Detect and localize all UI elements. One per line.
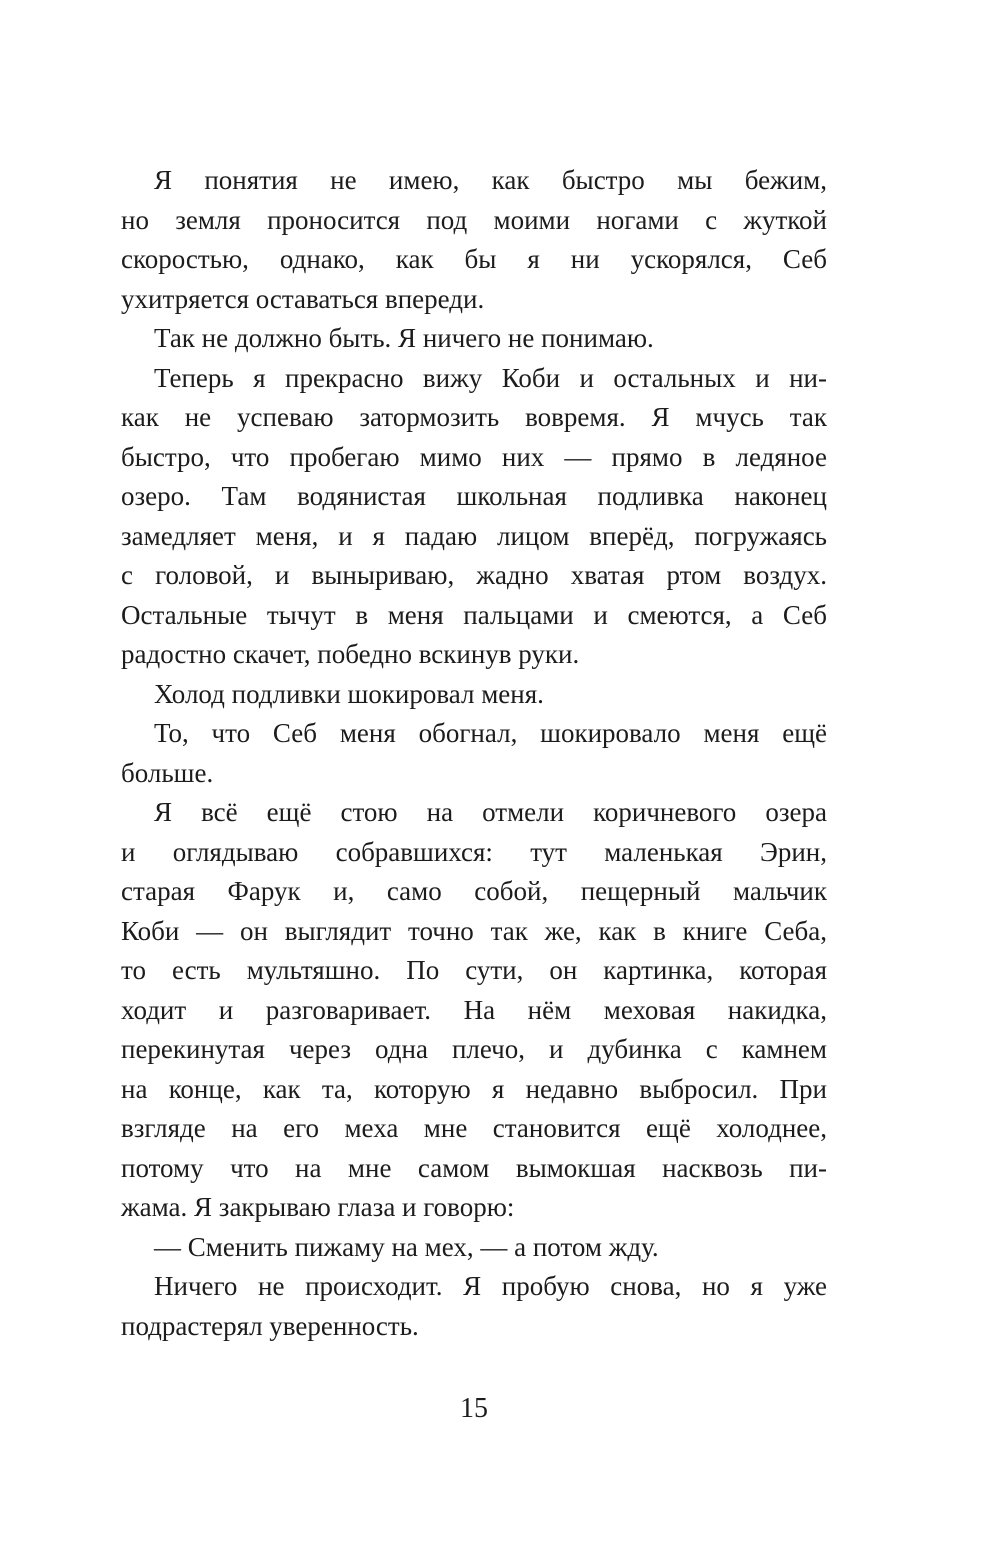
page-text (121, 161, 827, 1346)
text-line: замедляет меня, и я падаю лицом вперёд, погружаясь (121, 520, 827, 551)
text-line: взгляде на его меха мне становится ещё холоднее, (121, 1113, 827, 1143)
text-line: перекинутая через одна плечо, и дубинка с камнем (121, 1034, 827, 1064)
text-line: больше. (121, 757, 214, 788)
text-line: ходит и разговаривает. На нём меховая накидка, (121, 994, 827, 1025)
text-line: старая Фарук и, само собой, пещерный мальчик (121, 876, 827, 906)
text-line: — Сменить пижаму на мех, — а потом жду. (154, 1231, 659, 1262)
text-line: на конце, как та, которую я недавно выбросил. При (121, 1073, 827, 1104)
text-line: быстро, что пробегаю мимо них — прямо в ледяное (121, 441, 827, 472)
text-line: потому что на мне самом вымокшая насквозь пи- (121, 1152, 827, 1183)
text-line: Теперь я прекрасно вижу Коби и остальных и ни- (154, 362, 827, 393)
text-line: То, что Себ меня обогнал, шокировало меня ещё (154, 718, 827, 748)
text-line: Остальные тычут в меня пальцами и смеются, а Себ (121, 599, 827, 630)
text-line: как не успеваю затормозить вовремя. Я мчусь так (121, 402, 827, 432)
text-line: ухитряется оставаться впереди. (121, 283, 485, 314)
text-line: Коби — он выглядит точно так же, как в книге Себа, (121, 915, 827, 946)
text-line: скоростью, однако, как бы я ни ускорялся, Себ (121, 244, 827, 274)
text-line: радостно скачет, победно вскинув руки. (121, 639, 580, 669)
text-line: и оглядываю собравшихся: тут маленькая Эрин, (121, 836, 827, 867)
text-line: Я понятия не имею, как быстро мы бежим, (154, 165, 827, 195)
text-line: подрастерял уверенность. (121, 1310, 419, 1341)
text-line: Ничего не происходит. Я пробую снова, но я уже (154, 1271, 827, 1301)
text-line: Так не должно быть. Я ничего не понимаю. (154, 323, 654, 353)
text-line: но земля проносится под моими ногами с жуткой (121, 204, 827, 235)
page-number: 15 (460, 1393, 488, 1424)
text-line: жама. Я закрываю глаза и говорю: (121, 1192, 515, 1222)
text-line: Я всё ещё стою на отмели коричневого озера (154, 797, 827, 827)
text-line: то есть мультяшно. По сути, он картинка, которая (121, 955, 827, 985)
text-line: озеро. Там водянистая школьная подливка наконец (121, 481, 827, 511)
text-line: с головой, и выныриваю, жадно хватая ртом воздух. (121, 560, 827, 590)
text-line: Холод подливки шокировал меня. (154, 678, 544, 709)
